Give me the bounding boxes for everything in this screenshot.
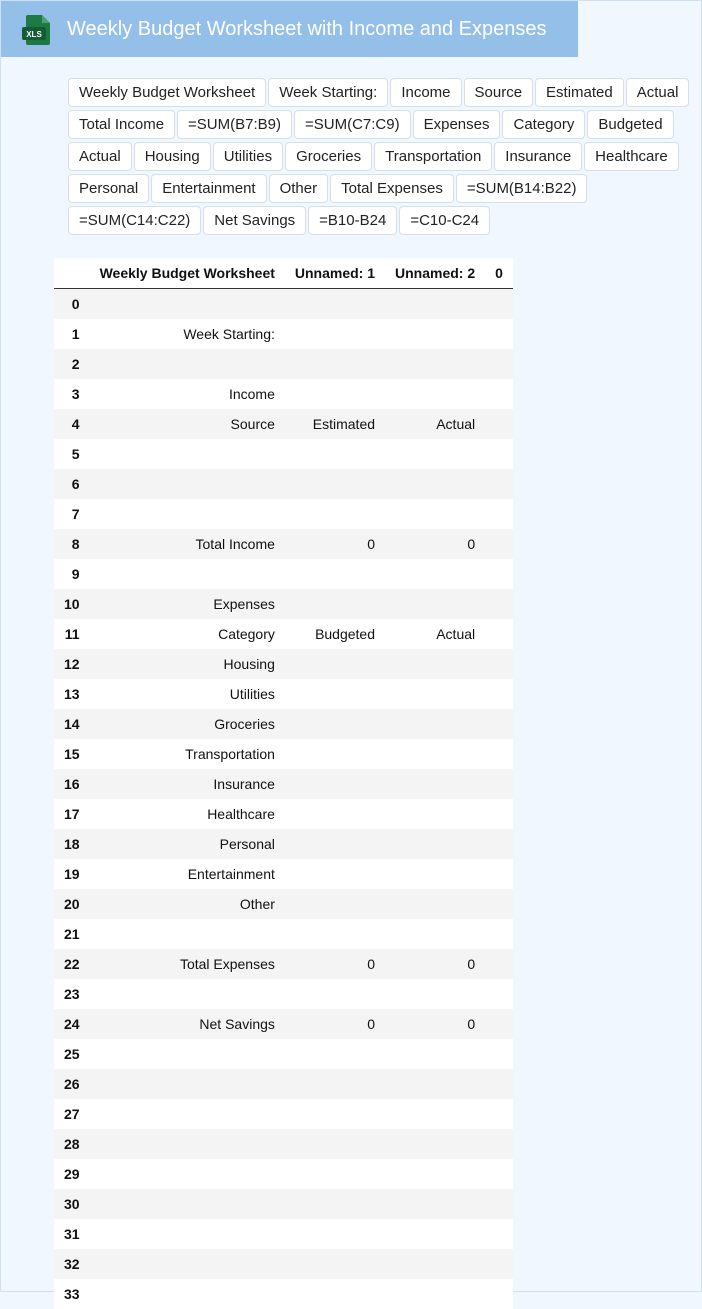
table-row — [54, 709, 513, 739]
table-cell — [90, 559, 285, 589]
row-index: 1 — [54, 319, 90, 349]
value-chip[interactable]: =C10-C24 — [399, 206, 490, 235]
row-index: 21 — [54, 919, 90, 949]
table-row — [54, 379, 513, 409]
table-cell — [485, 1069, 513, 1099]
table-row — [54, 499, 513, 529]
page-title: Weekly Budget Worksheet with Income and Expenses — [67, 15, 547, 43]
table-row — [54, 1099, 513, 1129]
table-row — [54, 319, 513, 349]
table-cell — [285, 439, 385, 469]
value-chip[interactable]: =SUM(C14:C22) — [68, 206, 201, 235]
table-cell — [90, 1099, 285, 1129]
table-cell — [385, 319, 485, 349]
table-cell — [385, 1039, 485, 1069]
header-col-unnamed-2: Unnamed: 2 — [385, 258, 485, 289]
row-index: 17 — [54, 799, 90, 829]
table-cell — [385, 289, 485, 320]
table-row — [54, 409, 513, 439]
table-cell — [485, 349, 513, 379]
table-cell — [385, 649, 485, 679]
table-cell — [385, 469, 485, 499]
table-cell: Housing — [90, 649, 285, 679]
table-cell — [485, 769, 513, 799]
table-cell: 0 — [385, 529, 485, 559]
table-cell — [485, 649, 513, 679]
table-cell — [385, 1159, 485, 1189]
value-chip[interactable]: Other — [269, 174, 329, 203]
table-cell — [485, 1099, 513, 1129]
table-cell — [285, 1129, 385, 1159]
value-chip[interactable]: Actual — [626, 78, 690, 107]
table-cell — [285, 799, 385, 829]
table-cell — [285, 859, 385, 889]
table-row — [54, 349, 513, 379]
table-cell — [285, 1159, 385, 1189]
table-cell — [385, 1249, 485, 1279]
table-cell — [285, 289, 385, 320]
table-row — [54, 1249, 513, 1279]
table-cell — [90, 1249, 285, 1279]
row-index: 16 — [54, 769, 90, 799]
excel-file-icon — [22, 14, 52, 46]
header-col-unnamed-1: Unnamed: 1 — [285, 258, 385, 289]
table-cell — [485, 409, 513, 439]
table-cell: Other — [90, 889, 285, 919]
table-cell — [485, 1159, 513, 1189]
row-index: 30 — [54, 1189, 90, 1219]
value-chip[interactable]: Category — [502, 110, 585, 139]
table-cell — [90, 1159, 285, 1189]
table-cell — [285, 679, 385, 709]
value-chip[interactable]: Insurance — [494, 142, 582, 171]
table-cell: Actual — [385, 409, 485, 439]
data-table-container[interactable] — [68, 258, 479, 1292]
table-cell — [385, 499, 485, 529]
table-cell — [485, 619, 513, 649]
table-cell — [285, 589, 385, 619]
row-index: 27 — [54, 1099, 90, 1129]
row-index: 24 — [54, 1009, 90, 1039]
table-cell — [285, 649, 385, 679]
table-cell — [285, 1249, 385, 1279]
table-cell — [485, 709, 513, 739]
table-cell — [485, 379, 513, 409]
table-cell — [385, 1069, 485, 1099]
table-cell — [385, 919, 485, 949]
table-header-row — [54, 258, 513, 289]
table-cell — [485, 499, 513, 529]
value-chip[interactable]: Weekly Budget Worksheet — [68, 78, 266, 107]
table-cell — [385, 349, 485, 379]
value-chip[interactable]: Week Starting: — [268, 78, 388, 107]
table-cell — [485, 589, 513, 619]
table-cell — [385, 889, 485, 919]
table-cell — [285, 1069, 385, 1099]
table-row — [54, 739, 513, 769]
value-chip[interactable]: Healthcare — [584, 142, 679, 171]
table-row — [54, 889, 513, 919]
header-index — [54, 258, 90, 289]
value-chip[interactable]: Estimated — [535, 78, 624, 107]
table-cell: Total Expenses — [90, 949, 285, 979]
row-index: 10 — [54, 589, 90, 619]
table-cell: Source — [90, 409, 285, 439]
table-cell — [90, 1189, 285, 1219]
xls-icon-label: XLS — [26, 30, 42, 39]
table-row — [54, 529, 513, 559]
table-cell — [285, 349, 385, 379]
table-cell — [485, 949, 513, 979]
table-cell: Budgeted — [285, 619, 385, 649]
table-cell — [485, 319, 513, 349]
table-row — [54, 559, 513, 589]
table-cell — [485, 1249, 513, 1279]
table-cell — [385, 439, 485, 469]
table-cell — [90, 1039, 285, 1069]
table-cell — [90, 919, 285, 949]
row-index: 29 — [54, 1159, 90, 1189]
column-values-chip-list — [68, 78, 693, 235]
table-cell — [485, 469, 513, 499]
table-cell — [385, 1219, 485, 1249]
table-cell — [285, 1279, 385, 1309]
table-cell — [485, 559, 513, 589]
table-row — [54, 649, 513, 679]
table-cell — [385, 1279, 485, 1309]
value-chip[interactable]: Total Income — [68, 110, 175, 139]
table-cell: 0 — [285, 529, 385, 559]
value-chip[interactable]: Personal — [68, 174, 149, 203]
table-cell — [285, 319, 385, 349]
table-cell — [385, 1099, 485, 1129]
table-cell — [485, 889, 513, 919]
row-index: 14 — [54, 709, 90, 739]
table-cell — [485, 829, 513, 859]
value-chip[interactable]: Actual — [68, 142, 132, 171]
table-row — [54, 679, 513, 709]
table-cell — [485, 919, 513, 949]
table-cell — [90, 1219, 285, 1249]
table-cell — [385, 829, 485, 859]
table-row — [54, 919, 513, 949]
table-cell — [385, 679, 485, 709]
value-chip[interactable]: Expenses — [413, 110, 501, 139]
table-row — [54, 289, 513, 320]
table-cell: Healthcare — [90, 799, 285, 829]
row-index: 31 — [54, 1219, 90, 1249]
table-cell — [90, 349, 285, 379]
table-cell — [385, 769, 485, 799]
row-index: 4 — [54, 409, 90, 439]
table-row — [54, 979, 513, 1009]
table-cell — [485, 1129, 513, 1159]
row-index: 2 — [54, 349, 90, 379]
row-index: 11 — [54, 619, 90, 649]
table-cell — [90, 469, 285, 499]
row-index: 18 — [54, 829, 90, 859]
table-cell — [385, 709, 485, 739]
row-index: 12 — [54, 649, 90, 679]
value-chip[interactable]: =B10-B24 — [308, 206, 397, 235]
value-chip[interactable]: Groceries — [285, 142, 372, 171]
table-cell — [285, 769, 385, 799]
table-cell — [385, 739, 485, 769]
table-cell: 0 — [285, 1009, 385, 1039]
table-cell — [90, 1279, 285, 1309]
row-index: 33 — [54, 1279, 90, 1309]
value-chip[interactable]: Budgeted — [587, 110, 673, 139]
value-chip[interactable]: Housing — [134, 142, 211, 171]
table-cell — [90, 439, 285, 469]
table-cell — [485, 859, 513, 889]
row-index: 25 — [54, 1039, 90, 1069]
value-chip[interactable]: Income — [390, 78, 461, 107]
table-cell: Personal — [90, 829, 285, 859]
table-cell — [90, 499, 285, 529]
row-index: 15 — [54, 739, 90, 769]
data-table — [54, 258, 513, 1309]
row-index: 28 — [54, 1129, 90, 1159]
table-cell — [485, 979, 513, 1009]
value-chip[interactable]: Transportation — [374, 142, 492, 171]
table-cell: Income — [90, 379, 285, 409]
table-cell — [385, 559, 485, 589]
table-cell: Insurance — [90, 769, 285, 799]
table-cell — [90, 289, 285, 320]
table-row — [54, 949, 513, 979]
table-body — [54, 289, 513, 1309]
table-row — [54, 1129, 513, 1159]
table-cell — [485, 1219, 513, 1249]
table-cell — [485, 679, 513, 709]
table-row — [54, 829, 513, 859]
table-cell — [90, 1069, 285, 1099]
table-cell — [385, 979, 485, 1009]
row-index: 19 — [54, 859, 90, 889]
table-cell: Entertainment — [90, 859, 285, 889]
table-row — [54, 619, 513, 649]
table-cell — [285, 829, 385, 859]
table-cell — [285, 1099, 385, 1129]
table-cell — [485, 1189, 513, 1219]
table-cell — [285, 499, 385, 529]
header-col-label: Weekly Budget Worksheet — [90, 258, 285, 289]
row-index: 22 — [54, 949, 90, 979]
row-index: 0 — [54, 289, 90, 320]
page-header — [1, 1, 578, 57]
table-cell — [285, 709, 385, 739]
table-row — [54, 1219, 513, 1249]
table-cell — [285, 1189, 385, 1219]
value-chip[interactable]: Source — [464, 78, 534, 107]
row-index: 3 — [54, 379, 90, 409]
table-cell: 0 — [385, 1009, 485, 1039]
table-row — [54, 859, 513, 889]
table-cell — [385, 1189, 485, 1219]
table-cell: Expenses — [90, 589, 285, 619]
table-cell — [385, 379, 485, 409]
table-row — [54, 769, 513, 799]
table-cell: Week Starting: — [90, 319, 285, 349]
row-index: 8 — [54, 529, 90, 559]
value-chip[interactable]: Total Expenses — [330, 174, 454, 203]
value-chip[interactable]: Net Savings — [203, 206, 306, 235]
table-cell — [285, 1219, 385, 1249]
table-cell: Utilities — [90, 679, 285, 709]
table-cell: Transportation — [90, 739, 285, 769]
table-row — [54, 1189, 513, 1219]
header-col-0: 0 — [485, 258, 513, 289]
row-index: 23 — [54, 979, 90, 1009]
table-cell — [485, 1279, 513, 1309]
row-index: 6 — [54, 469, 90, 499]
value-chip[interactable]: =SUM(B7:B9) — [177, 110, 292, 139]
table-cell — [285, 469, 385, 499]
table-cell — [285, 379, 385, 409]
table-cell — [485, 439, 513, 469]
table-row — [54, 589, 513, 619]
table-row — [54, 799, 513, 829]
table-cell: 0 — [385, 949, 485, 979]
table-cell — [385, 859, 485, 889]
table-row — [54, 1279, 513, 1309]
value-chip[interactable]: Entertainment — [151, 174, 266, 203]
value-chip[interactable]: Utilities — [213, 142, 283, 171]
row-index: 7 — [54, 499, 90, 529]
table-cell — [285, 739, 385, 769]
table-cell — [285, 889, 385, 919]
table-cell — [385, 799, 485, 829]
table-cell — [90, 1129, 285, 1159]
table-cell: Actual — [385, 619, 485, 649]
row-index: 13 — [54, 679, 90, 709]
table-row — [54, 1039, 513, 1069]
table-cell — [385, 589, 485, 619]
table-cell — [285, 919, 385, 949]
row-index: 5 — [54, 439, 90, 469]
table-row — [54, 439, 513, 469]
table-cell: 0 — [285, 949, 385, 979]
table-row — [54, 469, 513, 499]
table-cell — [485, 529, 513, 559]
table-cell: Groceries — [90, 709, 285, 739]
row-index: 9 — [54, 559, 90, 589]
row-index: 20 — [54, 889, 90, 919]
table-cell — [485, 289, 513, 320]
table-cell — [90, 979, 285, 1009]
table-cell — [285, 979, 385, 1009]
table-cell — [485, 739, 513, 769]
value-chip[interactable]: =SUM(C7:C9) — [294, 110, 411, 139]
table-cell — [285, 1039, 385, 1069]
table-cell: Category — [90, 619, 285, 649]
row-index: 32 — [54, 1249, 90, 1279]
table-row — [54, 1159, 513, 1189]
table-row — [54, 1069, 513, 1099]
table-row — [54, 1009, 513, 1039]
table-cell — [485, 799, 513, 829]
table-cell — [485, 1039, 513, 1069]
table-cell — [385, 1129, 485, 1159]
table-cell: Estimated — [285, 409, 385, 439]
table-cell — [485, 1009, 513, 1039]
table-cell: Total Income — [90, 529, 285, 559]
table-cell: Net Savings — [90, 1009, 285, 1039]
table-cell — [285, 559, 385, 589]
value-chip[interactable]: =SUM(B14:B22) — [456, 174, 588, 203]
row-index: 26 — [54, 1069, 90, 1099]
